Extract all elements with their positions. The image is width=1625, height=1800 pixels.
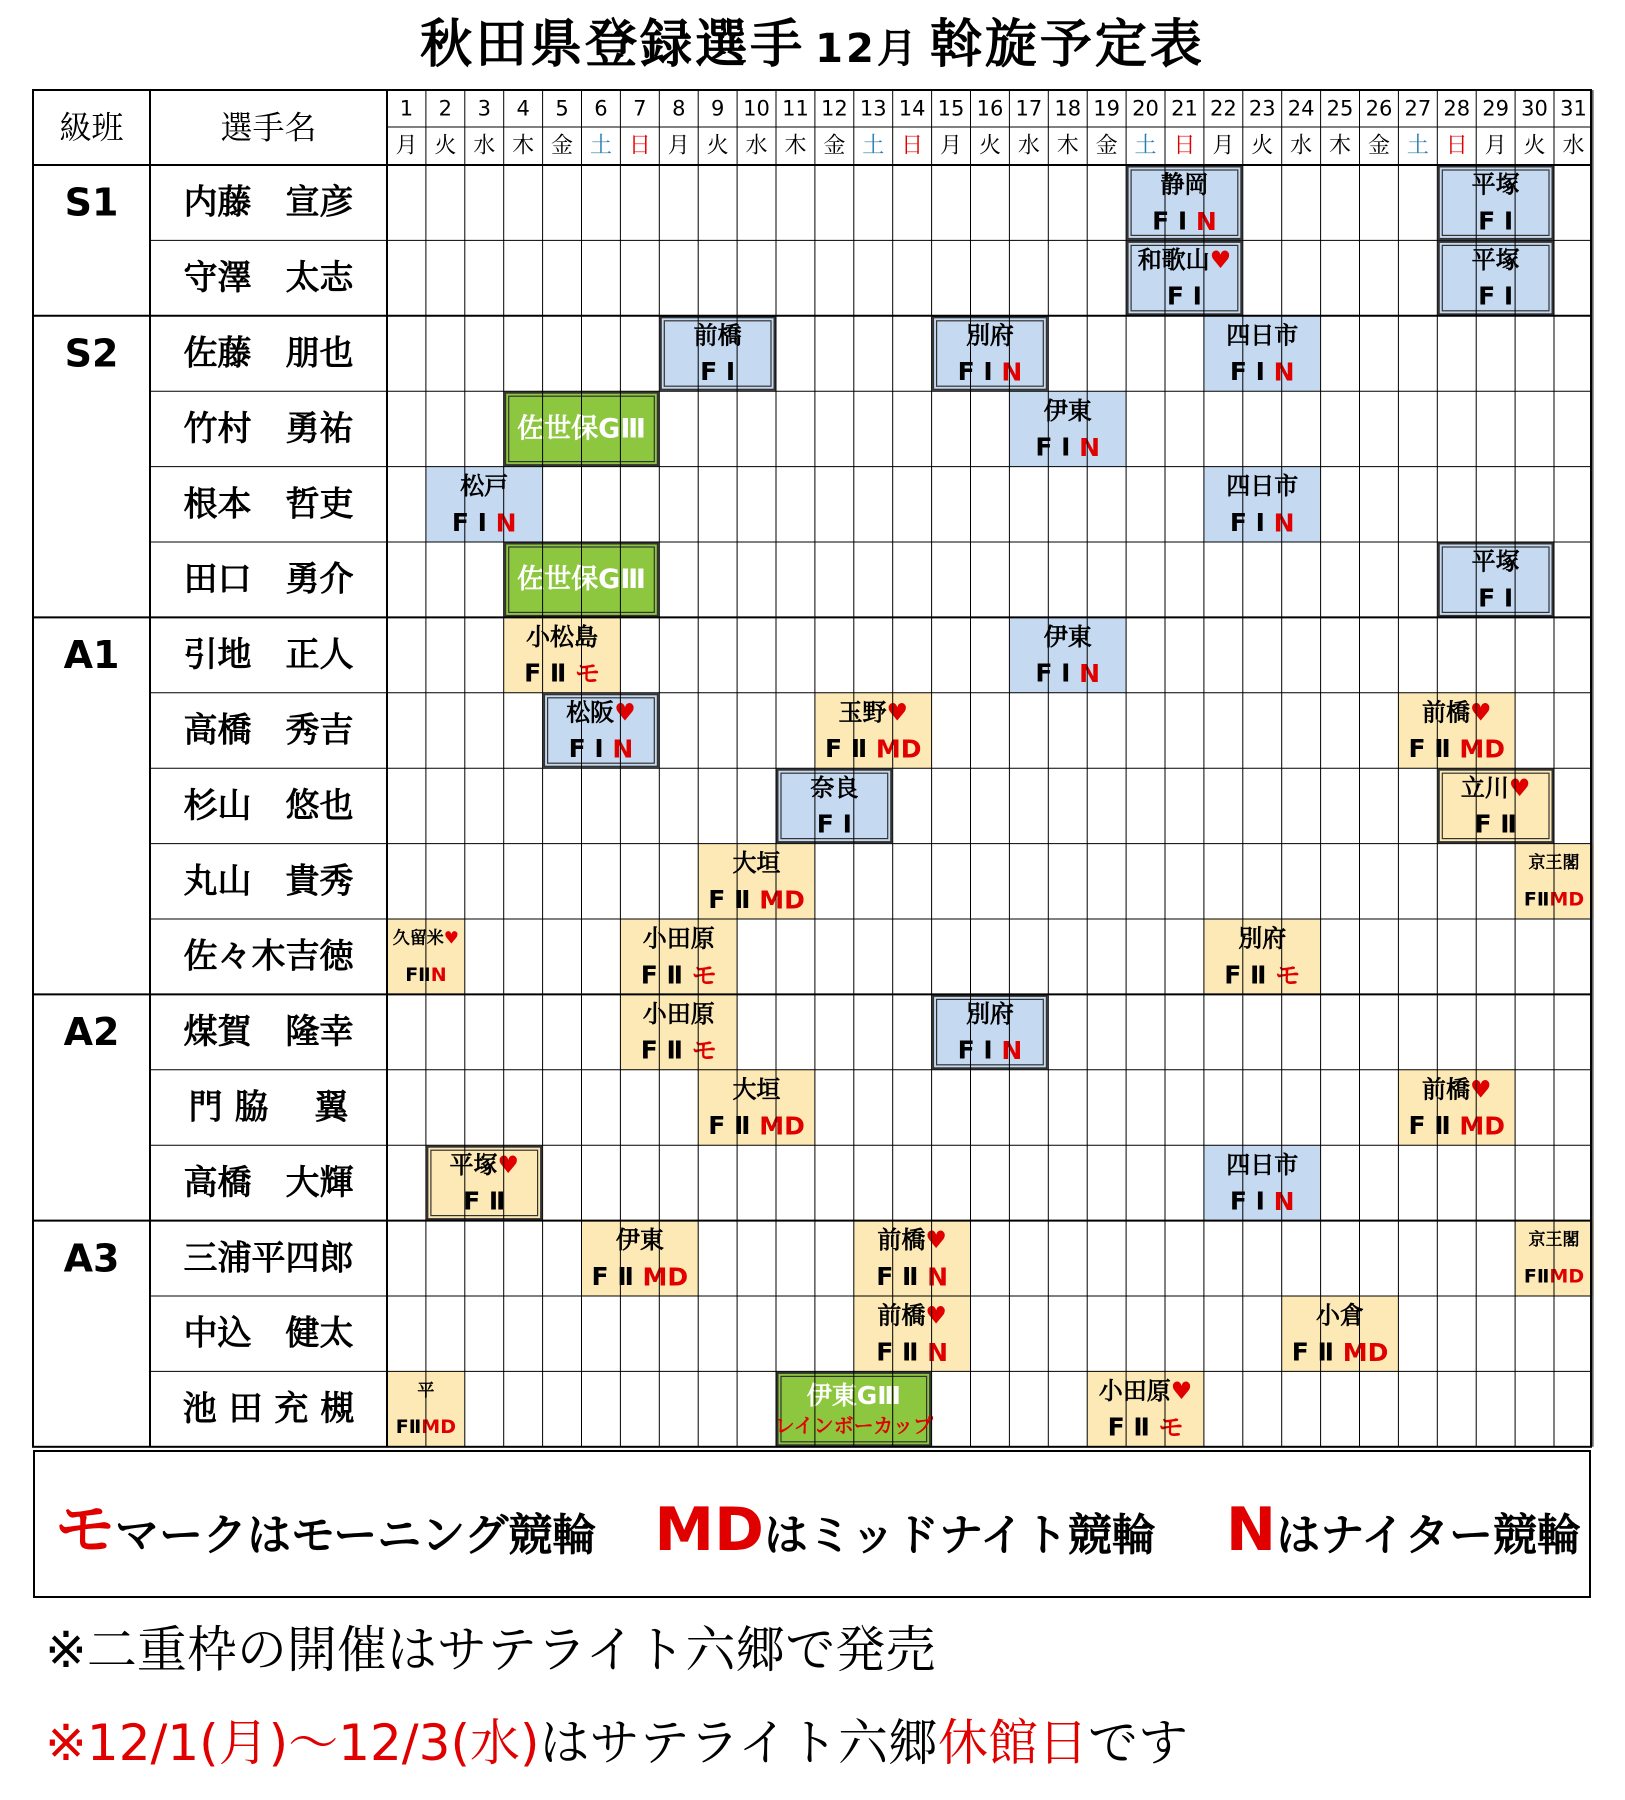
race-venue: 立川♥ bbox=[1460, 773, 1531, 802]
note-closed-word: 休館日 bbox=[937, 1714, 1088, 1772]
weekday-label: 木 bbox=[1056, 133, 1079, 159]
weekday-label: 日 bbox=[1445, 133, 1468, 159]
race-time-mark: N bbox=[1264, 1186, 1295, 1216]
race-event bbox=[504, 617, 621, 692]
legend-morning-mark: モ bbox=[55, 1495, 115, 1565]
race-venue: 前橋♥ bbox=[877, 1301, 947, 1330]
weekday-label: 月 bbox=[667, 133, 690, 159]
race-event bbox=[698, 844, 815, 919]
weekday-label: 水 bbox=[1562, 133, 1585, 159]
race-time-mark: N bbox=[918, 1261, 949, 1291]
day-number: 28 bbox=[1443, 96, 1471, 121]
race-time-mark: MD bbox=[1549, 1265, 1585, 1288]
race-time-mark: モ bbox=[683, 960, 717, 990]
race-venue: 松戸 bbox=[460, 472, 509, 501]
race-event bbox=[426, 1145, 543, 1220]
rider-name: 杉山 悠也 bbox=[183, 785, 354, 826]
race-grade: F Ⅰ N bbox=[1035, 658, 1101, 688]
race-event bbox=[1204, 919, 1321, 994]
rider-name: 三浦平四郎 bbox=[183, 1238, 354, 1279]
day-number: 17 bbox=[1015, 96, 1043, 121]
race-event bbox=[543, 693, 660, 768]
race-venue: 平塚 bbox=[1471, 246, 1520, 275]
race-event bbox=[1204, 467, 1321, 542]
legend-night-mark: N bbox=[1225, 1495, 1277, 1565]
race-grade: F Ⅱ MD bbox=[1408, 734, 1506, 764]
race-grade: F Ⅱ bbox=[463, 1186, 506, 1216]
day-number: 8 bbox=[672, 96, 686, 121]
weekday-label: 月 bbox=[395, 133, 418, 159]
race-event bbox=[659, 316, 776, 391]
race-time-mark: N bbox=[1070, 658, 1101, 688]
day-number: 2 bbox=[438, 96, 453, 121]
race-event bbox=[1437, 768, 1554, 843]
day-number: 27 bbox=[1404, 96, 1432, 121]
weekday-label: 日 bbox=[628, 133, 651, 159]
weekday-label: 火 bbox=[434, 133, 457, 159]
race-time-mark: MD bbox=[1549, 888, 1585, 911]
race-event bbox=[1009, 391, 1126, 466]
race-event bbox=[776, 768, 893, 843]
race-venue: 別府 bbox=[965, 1000, 1014, 1029]
weekday-label: 水 bbox=[1017, 133, 1040, 159]
race-time-mark: モ bbox=[1149, 1412, 1184, 1442]
race-grade: F Ⅱ MD bbox=[591, 1261, 689, 1291]
rider-name: 守澤 太志 bbox=[183, 258, 354, 299]
note-closed-end: です bbox=[1087, 1714, 1188, 1772]
rider-name: 根本 哲吏 bbox=[183, 484, 354, 525]
rider-name: 内藤 宣彦 bbox=[183, 182, 354, 223]
race-venue: 四日市 bbox=[1226, 321, 1299, 350]
heart-icon: ♥ bbox=[1508, 773, 1531, 802]
day-number: 4 bbox=[516, 96, 530, 121]
race-event bbox=[1398, 1070, 1515, 1145]
race-grade: F Ⅱ MD bbox=[708, 884, 805, 914]
race-grade: F Ⅰ N bbox=[1229, 507, 1295, 537]
note-closed-venue: はサテライト六郷 bbox=[539, 1714, 938, 1772]
race-grade: F Ⅱ MD bbox=[1291, 1337, 1389, 1367]
class-group-label: S2 bbox=[64, 331, 119, 376]
race-venue: 別府 bbox=[965, 321, 1014, 350]
heart-icon: ♥ bbox=[497, 1150, 520, 1179]
weekday-label: 土 bbox=[1406, 133, 1429, 159]
legend-night-text: はナイター競輪 bbox=[1276, 1510, 1582, 1561]
race-venue: 京王閣 bbox=[1528, 1230, 1580, 1251]
race-grade: F Ⅱ モ bbox=[524, 658, 601, 688]
race-time-mark: MD bbox=[1450, 734, 1506, 764]
race-event bbox=[854, 1221, 971, 1296]
day-number: 20 bbox=[1132, 96, 1159, 121]
day-number: 11 bbox=[782, 96, 809, 121]
race-event bbox=[1204, 1145, 1321, 1220]
note-satellite: ※二重枠の開催はサテライト六郷で発売 bbox=[45, 1621, 936, 1679]
race-time-mark: モ bbox=[566, 658, 601, 688]
race-event bbox=[1437, 542, 1554, 617]
race-grade: F Ⅰ N bbox=[957, 357, 1023, 387]
heart-icon: ♥ bbox=[443, 928, 460, 949]
rider-name: 煤賀 隆幸 bbox=[183, 1012, 354, 1053]
race-grade: F Ⅰ N bbox=[568, 734, 634, 764]
race-time-mark: MD bbox=[1450, 1111, 1506, 1141]
weekday-label: 月 bbox=[1484, 133, 1507, 159]
race-event bbox=[1087, 1371, 1204, 1446]
day-number: 21 bbox=[1171, 96, 1198, 121]
race-venue: 佐世保GⅢ bbox=[517, 564, 646, 596]
title-main: 秋田県登録選手 bbox=[420, 15, 806, 75]
race-grade: F Ⅱ モ bbox=[640, 1035, 717, 1065]
race-grade: FⅡN bbox=[405, 963, 447, 986]
race-venue: 小田原 bbox=[642, 924, 715, 953]
race-venue: 伊東 bbox=[1043, 396, 1092, 425]
race-venue: 小松島 bbox=[526, 623, 599, 652]
rider-name: 佐々木吉徳 bbox=[183, 936, 354, 977]
race-time-mark: MD bbox=[867, 734, 922, 764]
day-number: 5 bbox=[555, 96, 569, 121]
race-time-mark: N bbox=[1264, 357, 1295, 387]
day-number: 31 bbox=[1560, 96, 1587, 121]
weekday-label: 木 bbox=[784, 133, 807, 159]
race-venue: 別府 bbox=[1238, 924, 1287, 953]
weekday-label: 月 bbox=[1212, 133, 1235, 159]
race-venue: 久留米♥ bbox=[392, 928, 460, 949]
race-grade: F Ⅰ bbox=[1166, 281, 1202, 311]
race-time-mark: N bbox=[486, 507, 517, 537]
title-sub: 斡旋予定表 bbox=[929, 15, 1205, 75]
legend-morning-text: マークはモーニング競輪 bbox=[115, 1510, 597, 1561]
race-venue: 松阪♥ bbox=[566, 698, 636, 727]
rider-name: 竹村 勇祐 bbox=[183, 408, 354, 449]
weekday-label: 水 bbox=[473, 133, 496, 159]
race-event bbox=[426, 467, 543, 542]
race-venue: 小田原 bbox=[642, 1000, 715, 1029]
weekday-label: 月 bbox=[940, 133, 963, 159]
race-event bbox=[815, 693, 932, 768]
title-month: 12月 bbox=[815, 26, 920, 72]
day-number: 9 bbox=[710, 96, 725, 121]
race-time-mark: N bbox=[992, 1035, 1023, 1065]
race-grade: F Ⅰ N bbox=[957, 1035, 1023, 1065]
race-venue: 前橋♥ bbox=[1421, 1075, 1492, 1104]
heart-icon: ♥ bbox=[614, 698, 636, 727]
day-number: 22 bbox=[1209, 96, 1237, 121]
day-number: 16 bbox=[976, 96, 1004, 121]
race-time-mark: MD bbox=[750, 884, 805, 914]
race-time-mark: N bbox=[1264, 507, 1295, 537]
rider-name: 中込 健太 bbox=[183, 1313, 354, 1354]
legend-midnight-mark: MD bbox=[654, 1495, 764, 1565]
day-number: 12 bbox=[820, 96, 848, 121]
race-time-mark: モ bbox=[683, 1035, 717, 1065]
race-grade: FⅡMD bbox=[395, 1416, 456, 1439]
class-group-label: A3 bbox=[63, 1236, 120, 1281]
race-venue: 小田原♥ bbox=[1098, 1377, 1193, 1406]
heart-icon: ♥ bbox=[925, 1226, 947, 1255]
weekday-label: 火 bbox=[978, 133, 1001, 159]
race-time-mark: MD bbox=[421, 1416, 456, 1439]
race-grade: F Ⅱ MD bbox=[824, 734, 922, 764]
weekday-label: 金 bbox=[823, 133, 846, 159]
race-grade: F Ⅰ N bbox=[1229, 1186, 1295, 1216]
weekday-label: 木 bbox=[512, 133, 535, 159]
race-venue: 静岡 bbox=[1160, 170, 1209, 199]
race-time-mark: N bbox=[992, 357, 1023, 387]
class-group-label: A1 bbox=[63, 633, 120, 678]
race-grade: F Ⅰ bbox=[816, 809, 852, 839]
race-grade: F Ⅰ N bbox=[1035, 432, 1101, 462]
rider-name: 池 田 充 槻 bbox=[182, 1389, 355, 1430]
note-closed-days bbox=[45, 1708, 1188, 1778]
weekday-label: 日 bbox=[1173, 133, 1196, 159]
day-number: 3 bbox=[477, 96, 491, 121]
day-number: 24 bbox=[1287, 96, 1315, 121]
race-time-mark: N bbox=[603, 734, 634, 764]
race-grade: F Ⅱ モ bbox=[640, 960, 717, 990]
weekday-label: 火 bbox=[1523, 133, 1546, 159]
race-grade: F Ⅱ MD bbox=[708, 1111, 805, 1141]
legend-morning bbox=[55, 1490, 596, 1576]
race-grade: FⅡMD bbox=[1523, 1265, 1585, 1288]
race-grade: F Ⅰ bbox=[700, 357, 736, 387]
rider-name: 引地 正人 bbox=[183, 635, 354, 676]
heart-icon: ♥ bbox=[1469, 698, 1492, 727]
day-number: 18 bbox=[1054, 96, 1082, 121]
race-venue: 伊東GⅢ bbox=[806, 1381, 901, 1411]
race-time-mark: MD bbox=[633, 1261, 689, 1291]
class-header: 級班 bbox=[59, 108, 124, 147]
race-event bbox=[1398, 693, 1515, 768]
race-grade: F Ⅰ N bbox=[1229, 357, 1295, 387]
race-event bbox=[1204, 316, 1321, 391]
race-grade: F Ⅱ モ bbox=[1107, 1412, 1184, 1442]
race-grade: F Ⅰ bbox=[1478, 206, 1514, 236]
day-number: 14 bbox=[898, 96, 926, 121]
race-grade: F Ⅱ N bbox=[876, 1337, 949, 1367]
heart-icon: ♥ bbox=[1209, 246, 1232, 275]
race-venue: 京王閣 bbox=[1528, 853, 1580, 874]
race-time-mark: モ bbox=[1266, 960, 1301, 990]
race-venue: 大垣 bbox=[732, 849, 781, 878]
weekday-label: 火 bbox=[1251, 133, 1274, 159]
race-event bbox=[620, 994, 737, 1069]
rider-name: 丸山 貴秀 bbox=[183, 861, 354, 902]
day-number: 30 bbox=[1521, 96, 1548, 121]
race-event bbox=[1126, 165, 1243, 240]
note-closed-dates: ※12/1(月)～12/3(水) bbox=[45, 1714, 540, 1772]
heart-icon: ♥ bbox=[886, 698, 909, 727]
weekday-label: 金 bbox=[551, 133, 574, 159]
heart-icon: ♥ bbox=[1170, 1377, 1193, 1406]
race-grade: FⅡMD bbox=[1523, 888, 1585, 911]
name-header: 選手名 bbox=[220, 108, 317, 147]
race-event bbox=[1282, 1296, 1399, 1371]
race-venue: 奈良 bbox=[810, 773, 859, 802]
race-grade: F Ⅱ bbox=[1474, 809, 1517, 839]
race-venue: 玉野♥ bbox=[838, 698, 909, 727]
race-event bbox=[698, 1070, 815, 1145]
race-venue: 前橋♥ bbox=[1421, 698, 1492, 727]
race-venue: 平塚 bbox=[1471, 170, 1520, 199]
race-event bbox=[854, 1296, 971, 1371]
race-venue: 和歌山♥ bbox=[1137, 246, 1232, 275]
race-venue: 大垣 bbox=[732, 1075, 781, 1104]
legend-midnight bbox=[654, 1490, 1156, 1576]
race-event bbox=[620, 919, 737, 994]
day-number: 6 bbox=[594, 96, 608, 121]
day-number: 13 bbox=[859, 96, 887, 121]
race-grade: F Ⅰ N bbox=[1152, 206, 1217, 236]
race-time-mark: N bbox=[1187, 206, 1217, 236]
rider-name: 高橋 大輝 bbox=[183, 1162, 354, 1203]
race-event bbox=[1437, 240, 1554, 315]
race-venue: 小倉 bbox=[1316, 1301, 1365, 1330]
race-venue: 四日市 bbox=[1226, 1150, 1299, 1179]
weekday-label: 土 bbox=[862, 133, 885, 159]
race-grade: F Ⅰ bbox=[1478, 281, 1514, 311]
rider-name: 田口 勇介 bbox=[183, 559, 354, 600]
race-grade: F Ⅱ モ bbox=[1224, 960, 1301, 990]
weekday-label: 土 bbox=[1134, 133, 1157, 159]
day-number: 26 bbox=[1365, 96, 1393, 121]
class-group-label: A2 bbox=[63, 1010, 120, 1055]
weekday-label: 金 bbox=[1095, 133, 1118, 159]
race-time-mark: N bbox=[918, 1337, 949, 1367]
rider-name: 門 脇 翼 bbox=[188, 1087, 349, 1128]
race-venue: 前橋 bbox=[693, 321, 742, 350]
race-event bbox=[582, 1221, 699, 1296]
heart-icon: ♥ bbox=[1469, 1075, 1492, 1104]
day-number: 10 bbox=[743, 96, 770, 121]
race-grade: F Ⅱ MD bbox=[1408, 1111, 1506, 1141]
rider-name: 佐藤 朋也 bbox=[183, 333, 354, 374]
race-venue: 平塚♥ bbox=[449, 1150, 520, 1179]
race-event bbox=[1009, 617, 1126, 692]
race-venue: 平塚 bbox=[1471, 547, 1520, 576]
race-venue: 伊東 bbox=[1043, 623, 1092, 652]
race-event bbox=[932, 994, 1049, 1069]
day-number: 7 bbox=[633, 96, 647, 121]
day-number: 1 bbox=[399, 96, 414, 121]
heart-icon: ♥ bbox=[925, 1301, 947, 1330]
legend bbox=[55, 1490, 1582, 1570]
class-group-label: S1 bbox=[64, 180, 119, 225]
weekday-label: 金 bbox=[1367, 133, 1390, 159]
race-time-mark: MD bbox=[1334, 1337, 1389, 1367]
race-subtitle: レインボーカップ bbox=[774, 1413, 934, 1438]
weekday-label: 水 bbox=[1290, 133, 1313, 159]
race-event bbox=[1437, 165, 1554, 240]
rider-name: 高橋 秀吉 bbox=[183, 710, 354, 751]
day-number: 15 bbox=[937, 96, 965, 121]
weekday-label: 水 bbox=[745, 133, 768, 159]
weekday-label: 日 bbox=[901, 133, 924, 159]
race-venue: 四日市 bbox=[1226, 472, 1299, 501]
race-time-mark: N bbox=[430, 963, 447, 986]
day-number: 25 bbox=[1326, 96, 1354, 121]
race-venue: 前橋♥ bbox=[877, 1226, 947, 1255]
race-event bbox=[932, 316, 1049, 391]
race-time-mark: MD bbox=[750, 1111, 805, 1141]
race-venue: 佐世保GⅢ bbox=[517, 413, 646, 445]
weekday-label: 土 bbox=[589, 133, 612, 159]
legend-night bbox=[1226, 1490, 1581, 1576]
race-grade: F Ⅱ N bbox=[876, 1261, 949, 1291]
day-number: 19 bbox=[1093, 96, 1121, 121]
weekday-label: 火 bbox=[706, 133, 729, 159]
legend-midnight-text: はミッドナイト競輪 bbox=[763, 1510, 1156, 1561]
race-venue: 伊東 bbox=[615, 1226, 664, 1255]
day-number: 29 bbox=[1482, 96, 1510, 121]
weekday-label: 木 bbox=[1329, 133, 1352, 159]
day-number: 23 bbox=[1248, 96, 1276, 121]
race-event bbox=[1126, 240, 1243, 315]
race-venue: 平 bbox=[417, 1381, 435, 1402]
race-grade: F Ⅰ N bbox=[451, 507, 517, 537]
race-time-mark: N bbox=[1070, 432, 1101, 462]
race-grade: F Ⅰ bbox=[1478, 583, 1514, 613]
